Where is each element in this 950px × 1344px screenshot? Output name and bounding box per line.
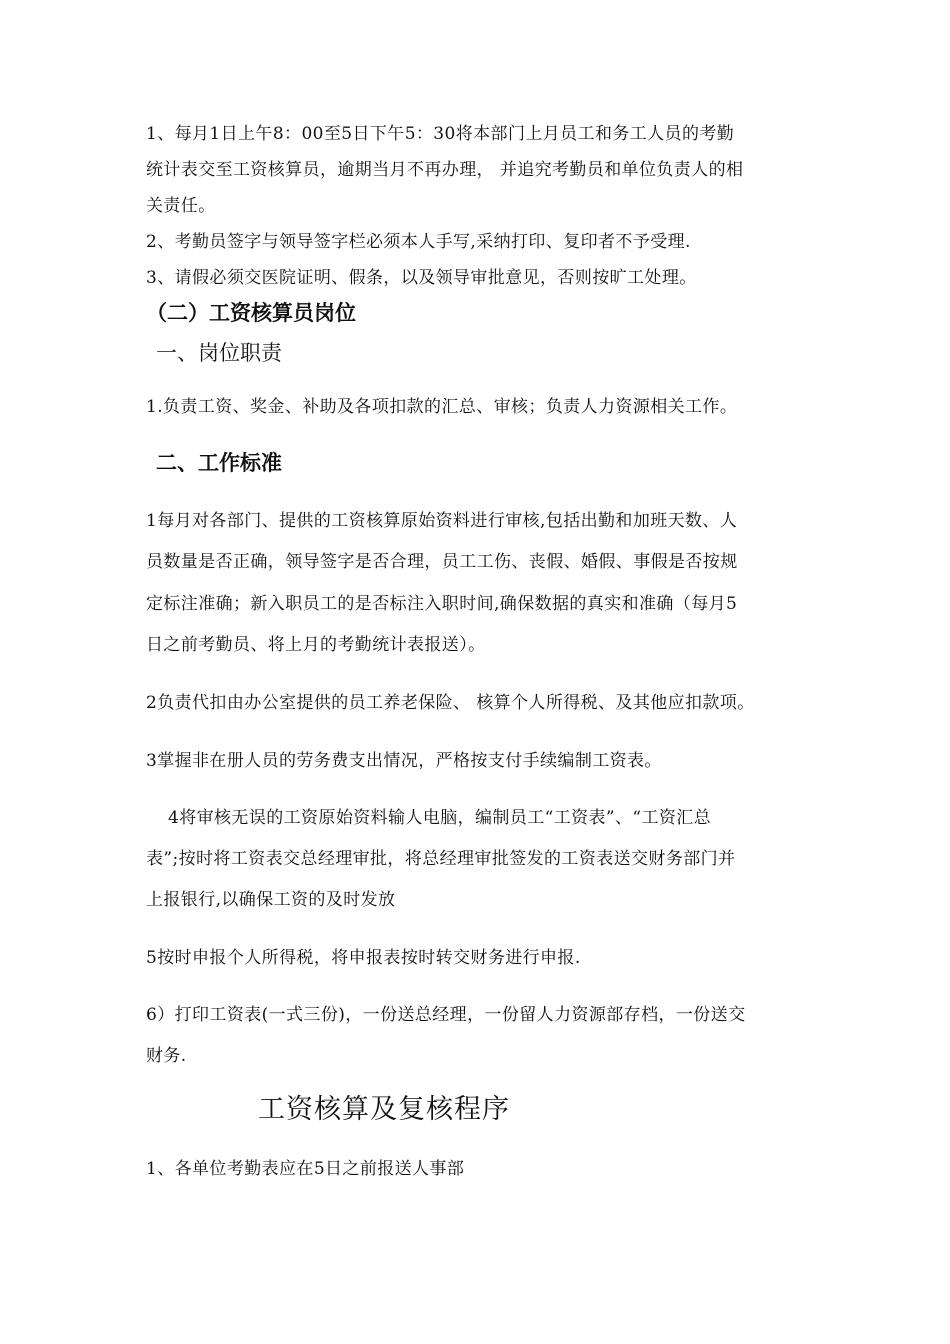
duties-text: 1.负责工资、奖金、补助及各项扣款的汇总、审核；负责人力资源相关工作。 [146,397,738,417]
standard-4-line-3: 上报银行,以确保工资的及时发放 [146,890,396,910]
standard-1-line-2: 员数量是否正确，领导签字是否合理，员工工伤、丧假、婚假、事假是否按规 [146,552,738,572]
standard-1-line-4: 日之前考勤员、将上月的考勤统计表报送）。 [146,635,486,655]
section-heading: （二）工资核算员岗位 [146,301,356,325]
rule-2: 2、考勤员签字与领导签字栏必须本人手写,采纳打印、复印者不予受理. [146,232,691,252]
rule-3: 3、请假必须交医院证明、假条，以及领导审批意见，否则按旷工处理。 [146,268,697,288]
procedure-title: 工资核算及复核程序 [258,1094,510,1125]
procedure-step-1: 1、各单位考勤表应在5日之前报送人事部 [146,1159,465,1179]
rule-1-line-3: 关责任。 [146,196,216,216]
standard-1-line-1: 1每月对各部门、提供的工资核算原始资料进行审核,包括出勤和加班天数、人 [146,511,738,531]
standard-4-line-1: 4将审核无误的工资原始资料输人电脑，编制员工“工资表”、“工资汇总 [168,808,712,828]
standard-6-line-1: 6）打印工资表(一式三份)，一份送总经理，一份留人力资源部存档，一份送交 [146,1005,746,1025]
duties-heading: 一、岗位职责 [156,341,282,365]
rule-1-line-2: 统计表交至工资核算员，逾期当月不再办理， 并追究考勤员和单位负责人的相 [146,160,744,180]
standard-2: 2负责代扣由办公室提供的员工养老保险、 核算个人所得税、及其他应扣款项。 [146,693,755,713]
rule-1-line-1: 1、每月1日上午8：00至5日下午5：30将本部门上月员工和务工人员的考勤 [146,124,735,144]
standard-6-line-2: 财务. [146,1046,187,1066]
standard-5: 5按时申报个人所得税，将申报表按时转交财务进行申报. [146,948,581,968]
standard-3: 3掌握非在册人员的劳务费支出情况，严格按支付手续编制工资表。 [146,751,662,771]
standard-4-line-2: 表”;按时将工资表交总经理审批，将总经理审批签发的工资表送交财务部门并 [146,849,736,869]
standards-heading: 二、工作标准 [156,451,282,475]
standard-1-line-3: 定标注准确；新入职员工的是否标注入职时间,确保数据的真实和准确（每月5 [146,594,738,614]
